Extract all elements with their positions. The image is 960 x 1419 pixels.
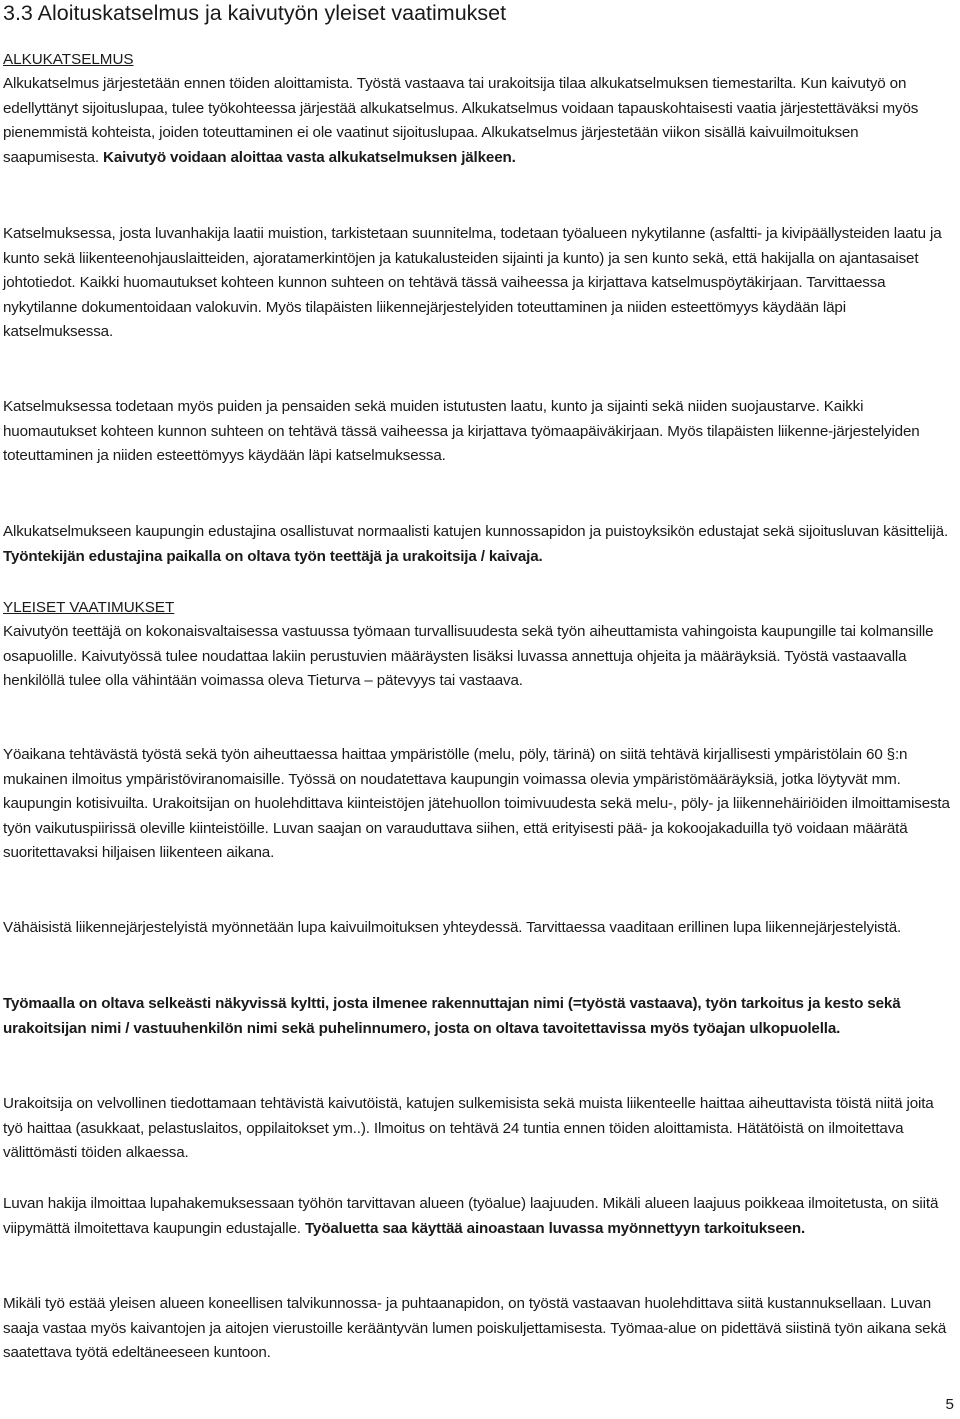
- paragraph-4-text: Alkukatselmukseen kaupungin edustajina osallistuvat normaalisti katujen kunnossapidon ja puistoyksikön edustajat sekä sijoitusluvan käsittelijä.: [3, 523, 949, 540]
- paragraph-2: Katselmuksessa, josta luvanhakija laatii muistion, tarkistetaan suunnitelma, todetaan työalueen nykytilanne (asfaltti- ja kivipäällysteiden laatu ja kunto sekä liikenteenohjauslaitteiden, ajoratamerkintöjen ja katukalusteiden sijainti ja kunto) ja sen kunto sekä, että hakijalla on ajantasaiset johtotiedot. Kaikki huomautukset kohteen kunnon suhteen on tehtävä tässä vaiheessa ja kirjattava katselmuspöytäkirjaan. Tarvittaessa nykytilanne dokumentoidaan valokuvin. Myös tilapäisten liikennejärjestelyiden toteuttaminen ja niiden esteettömyys käydään läpi katselmuksessa.: [3, 225, 942, 340]
- page-number: 5: [945, 1396, 954, 1413]
- document-page: [3, 0, 955, 1361]
- paragraph-4: [3, 520, 955, 569]
- paragraph-1-bold: Kaivutyö voidaan aloittaa vasta alkukatselmuksen jälkeen.: [103, 148, 516, 166]
- paragraph-4-bold: Työntekijän edustajina paikalla on oltava työn teettäjä ja urakoitsija / kaivaja.: [3, 547, 543, 565]
- paragraph-6: Yöaikana tehtävästä työstä sekä työn aiheuttaessa haittaa ympäristölle (melu, pöly, tärinä) on siitä tehtävä kirjallisesti ympäristölain 60 §:n mukainen ilmoitus ympäristöviranomaisille. Työssä on noudatettava kaupungin voimassa olevia ympäristömääräyksiä, jotka löytyvät mm. kaupungin kotisivuilta. Urakoitsijan on huolehdittava kiinteistöjen jätehuollon toimivuudesta sekä melu-, pöly- ja liikennehäiriöiden ilmoittamisesta työn vaikutuspiirissä oleville kiinteistöille. Luvan saajan on varauduttava siihen, että erityisesti pää- ja kokoojakaduilla työ voidaan määrätä suoritettavaksi hiljaisen liikenteen aikana.: [3, 746, 950, 861]
- section-heading: 3.3 Aloituskatselmus ja kaivutyön yleiset vaatimukset: [3, 1, 507, 25]
- subheading-alkukatselmus: ALKUKATSELMUS: [3, 51, 134, 68]
- paragraph-1: [3, 72, 955, 170]
- paragraph-10-text: Luvan hakija ilmoittaa lupahakemuksessaan työhön tarvittavan alueen (työalue) laajuuden. Mikäli alueen laajuus poikkeaa ilmoitetusta, on siitä viipymättä ilmoitettava kaupungin edustajalle.: [3, 1195, 939, 1237]
- paragraph-5: Kaivutyön teettäjä on kokonaisvaltaisessa vastuussa työmaan turvallisuudesta sekä työn aiheuttamista vahingoista kaupungille tai kolmansille osapuolille. Kaivutyössä tulee noudattaa lakiin perustuvien määräysten lisäksi luvassa annettuja ohjeita ja määräyksiä. Työstä vastaavalla henkilöllä tulee olla vähintään voimassa oleva Tieturva – pätevyys tai vastaava.: [3, 623, 934, 689]
- paragraph-1-text: Alkukatselmus järjestetään ennen töiden aloittamista. Työstä vastaava tai urakoitsija tilaa alkukatselmuksen tiemestarilta. Kun kaivutyö on edellyttänyt sijoituslupaa, tulee työkohteessa järjestää alkukatselmus. Alkukatselmus voidaan tapauskohtaisesti vaatia järjestettäväksi myös pienemmistä kohteista, joiden toteuttaminen ei ole vaatinut sijoituslupaa. Alkukatselmus järjestetään viikon sisällä kaivuilmoituksen saapumisesta.: [3, 75, 919, 166]
- paragraph-10-bold: Työaluetta saa käyttää ainoastaan luvassa myönnettyyn tarkoitukseen.: [304, 1219, 806, 1237]
- paragraph-3: Katselmuksessa todetaan myös puiden ja pensaiden sekä muiden istutusten laatu, kunto ja sijainti sekä niiden suojaustarve. Kaikki huomautukset kohteen kunnon suhteen on tehtävä tässä vaiheessa ja kirjattava työmaapäiväkirjaan. Myös tilapäisten liikenne-järjestelyiden toteuttaminen ja niiden esteettömyys käydään läpi katselmuksessa.: [3, 398, 920, 464]
- paragraph-11: Mikäli työ estää yleisen alueen koneellisen talvikunnossa- ja puhtaanapidon, on työstä vastaavan huolehdittava siitä kustannuksellaan. Luvan saaja vastaa myös kaivantojen ja aitojen vierustoille kerääntyvän lumen poiskuljettamisesta. Työmaa-alue on pidettävä siistinä työn aikana sekä saatettava työtä edeltäneeseen kuntoon.: [3, 1295, 947, 1361]
- paragraph-8-bold: Työmaalla on oltava selkeästi näkyvissä kyltti, josta ilmenee rakennuttajan nimi (=työstä vastaava), työn tarkoitus ja kesto sekä urakoitsijan nimi / vastuuhenkilön nimi sekä puhelinnumero, josta on oltava tavoitettavissa myös työajan ulkopuolella.: [3, 995, 901, 1037]
- subheading-yleiset-vaatimukset: YLEISET VAATIMUKSET: [3, 599, 175, 616]
- paragraph-9: Urakoitsija on velvollinen tiedottamaan tehtävistä kaivutöistä, katujen sulkemisista sekä muista liikenteelle haittaa aiheuttavista töistä niitä joita työ haittaa (asukkaat, pelastuslaitos, oppilaitokset ym..). Ilmoitus on tehtävä 24 tuntia ennen töiden aloittamista. Hätätöistä on ilmoitettava välittömästi töiden alkaessa.: [3, 1095, 934, 1161]
- paragraph-7: Vähäisistä liikennejärjestelyistä myönnetään lupa kaivuilmoituksen yhteydessä. Tarvittaessa vaaditaan erillinen lupa liikennejärjestelyistä.: [3, 919, 902, 936]
- paragraph-10: [3, 1192, 955, 1241]
